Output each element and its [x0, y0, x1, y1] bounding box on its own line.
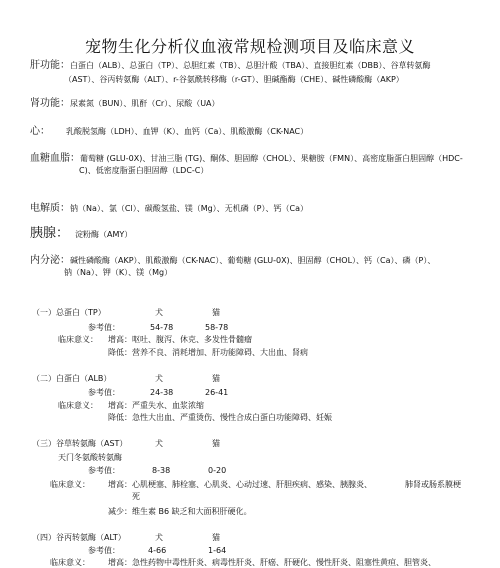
reference-label: 参考值：	[88, 388, 120, 397]
decrease-label: 减少：	[108, 507, 132, 516]
liver-items-line1: 白蛋白（ALB）、总蛋白（TP）、总胆红素（TB）、总胆汁酸（TBA）、直接胆红素（DBB）、谷草转氨酶	[70, 61, 431, 70]
reference-cat-value: 58-78	[205, 323, 229, 332]
dog-column-label: 犬	[155, 374, 163, 383]
item-heading: （一）总蛋白（TP）	[32, 308, 106, 317]
reference-dog-value: 24-38	[150, 388, 174, 397]
decrease-text: 维生素 B6 缺乏和大面积肝硬化。	[132, 507, 252, 516]
increase-text-continued: 死	[132, 492, 140, 501]
lipid-items-line2: C)、低密度脂蛋白胆固醇（LDC-C）	[79, 166, 209, 175]
reference-label: 参考值：	[88, 546, 120, 555]
increase-label: 增高：	[108, 558, 132, 567]
increase-label: 增高：	[108, 480, 132, 489]
increase-text: 急性药物中毒性肝炎、病毒性肝炎、肝癌、肝硬化、慢性肝炎、阻塞性黄疸、胆管炎、	[132, 558, 436, 567]
increase-label: 增高：	[108, 335, 132, 344]
document-title: 宠物生化分析仪血液常规检测项目及临床意义	[84, 37, 415, 56]
increase-text: 严重失水、血浆浓缩	[132, 401, 204, 410]
cat-column-label: 猫	[212, 533, 220, 542]
heart-category	[30, 126, 308, 137]
cat-column-label: 猫	[212, 439, 220, 448]
liver-items-line2: （AST）、谷丙转氨酶（ALT）、r-谷氨酰转移酶（r-GT）、胆碱酯酶（CHE）、碱性磷酸酶（AKP）	[64, 75, 404, 84]
dog-column-label: 犬	[155, 533, 163, 542]
clinical-label: 临床意义：	[50, 558, 90, 567]
decrease-label: 降低：	[108, 348, 132, 357]
lipid-category	[30, 153, 463, 164]
heart-items: 乳酸脱氢酶（LDH）、血钾（K）、血钙（Ca）、肌酸激酶（CK-NAC）	[66, 127, 309, 136]
endocrine-category	[30, 255, 435, 266]
pancreas-label: 胰腺：	[30, 226, 70, 241]
electrolyte-items: 钠（Na）、氯（Cl）、碳酸氢盐、镁（Mg）、无机磷（P）、钙（Ca）	[70, 204, 308, 213]
endocrine-label: 内分泌：	[30, 255, 70, 266]
decrease-text: 营养不良、消耗增加、肝功能障碍、大出血、肾病	[132, 348, 308, 357]
reference-label: 参考值：	[88, 323, 120, 332]
increase-text: 心肌梗塞、肺栓塞、心肌炎、心动过速、肝胆疾病、感染、胰腺炎、	[132, 480, 372, 489]
reference-dog-value: 4-66	[148, 546, 167, 555]
heart-label: 心：	[30, 126, 50, 137]
increase-text: 呕吐、腹泻、休克、多发性骨髓瘤	[132, 335, 252, 344]
cat-column-label: 猫	[212, 308, 220, 317]
increase-text-tail: 肺肾或肠系膜梗	[405, 480, 461, 489]
decrease-label: 降低：	[108, 413, 132, 422]
reference-dog-value: 8-38	[152, 466, 171, 475]
pancreas-category	[30, 228, 132, 240]
dog-column-label: 犬	[155, 308, 163, 317]
dog-column-label: 犬	[155, 439, 163, 448]
kidney-category	[30, 98, 220, 109]
endocrine-items-line2: 钠（Na）、钾（K）、镁（Mg）	[64, 268, 173, 277]
increase-label: 增高：	[108, 401, 132, 410]
clinical-label: 临床意义：	[50, 480, 90, 489]
reference-label: 参考值：	[88, 466, 120, 475]
electrolyte-category	[30, 203, 308, 214]
endocrine-items-line1: 碱性磷酸酶（AKP）、肌酸激酶（CK-NAC）、葡萄糖 (GLU-0X)、胆固醇（CHOL）、钙（Ca）、磷（P）、	[70, 256, 436, 265]
lipid-label: 血糖血脂：	[30, 153, 80, 164]
kidney-label: 肾功能：	[30, 98, 70, 109]
reference-cat-value: 0-20	[208, 466, 227, 475]
kidney-items: 尿素氮（BUN）、肌酐（Cr）、尿酸（UA）	[70, 99, 220, 108]
decrease-text: 急性大出血、严重烫伤、慢性合成白蛋白功能障碍、妊娠	[132, 413, 332, 422]
item-heading: （四）谷丙转氨酶（ALT）	[32, 533, 126, 542]
reference-dog-value: 54-78	[150, 323, 174, 332]
electrolyte-label: 电解质：	[30, 203, 70, 214]
clinical-label: 临床意义：	[58, 401, 98, 410]
lipid-items-line1: 葡萄糖 (GLU-0X)、甘油三脂 (TG)、酮体、胆固醇（CHOL）、果糖胺（FMN）、高密度脂蛋白胆固醇（HDC-	[80, 154, 463, 163]
clinical-label: 临床意义：	[58, 335, 98, 344]
cat-column-label: 猫	[212, 374, 220, 383]
pancreas-items: 淀粉酶（AMY）	[75, 230, 133, 239]
liver-label: 肝功能：	[30, 60, 70, 71]
item-subname: 天门冬氨酸转氨酶	[58, 453, 122, 462]
reference-cat-value: 1-64	[208, 546, 227, 555]
item-heading: （二）白蛋白（ALB）	[32, 374, 112, 383]
item-heading: （三）谷草转氨酶（AST）	[32, 439, 128, 448]
reference-cat-value: 26-41	[205, 388, 229, 397]
liver-category	[30, 60, 430, 71]
